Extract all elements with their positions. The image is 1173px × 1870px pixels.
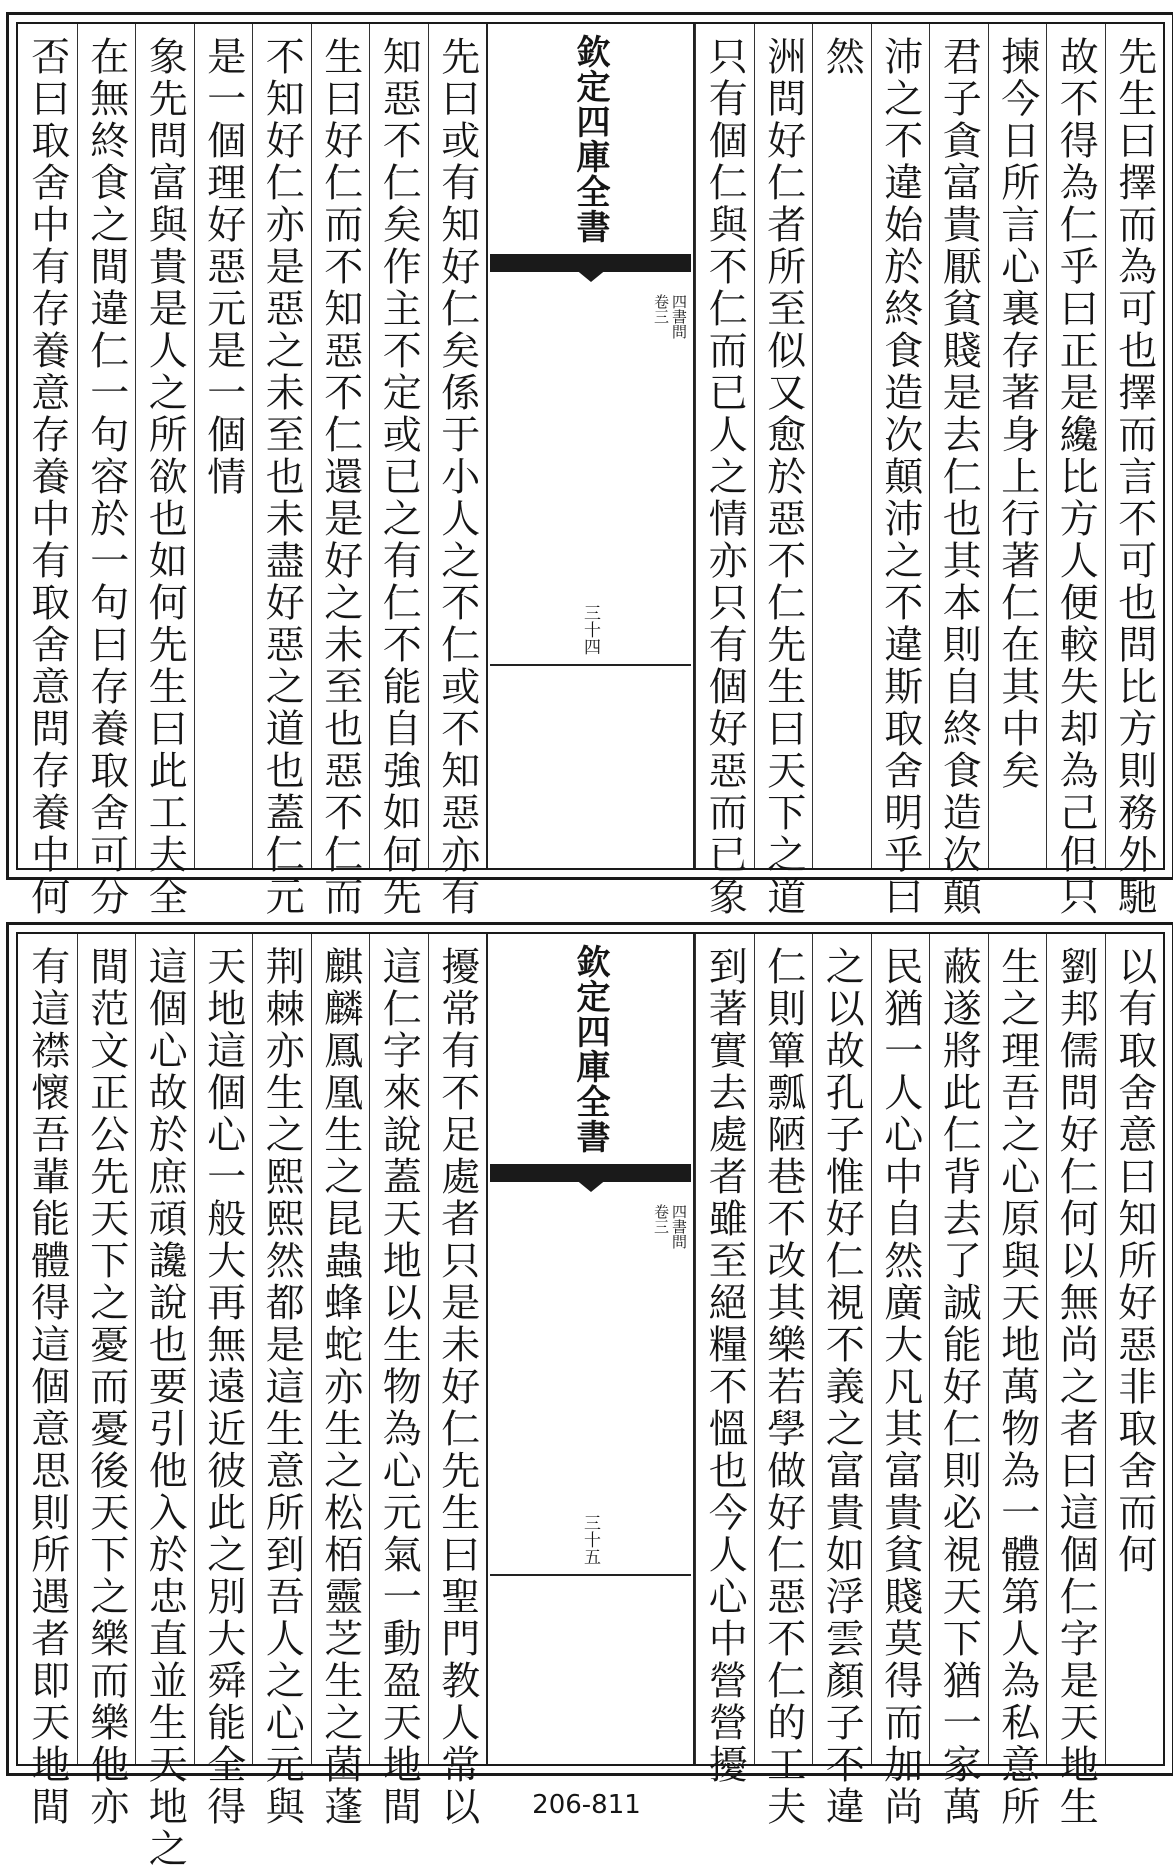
column-text: 麒麟鳳凰生之昆蟲蜂蛇亦生之松栢靈芝生之菌蓬 bbox=[317, 946, 363, 1828]
text-column bbox=[812, 24, 871, 868]
center-gutter bbox=[486, 24, 695, 868]
text-column bbox=[929, 24, 988, 918]
column-text: 象先問富與貴是人之所欲也如何先生曰此工夫全 bbox=[142, 36, 188, 918]
fishtail-ornament bbox=[490, 1164, 691, 1192]
column-text: 仁則簞瓢陋巷不改其樂若學做好仁惡不仁的工夫 bbox=[760, 946, 806, 1828]
text-column bbox=[77, 24, 136, 918]
text-column bbox=[871, 24, 930, 918]
text-column bbox=[369, 24, 428, 918]
column-text: 故不得為仁乎曰正是纔比方人便較失却為己但只 bbox=[1053, 36, 1099, 918]
text-column bbox=[194, 934, 253, 1828]
text-column bbox=[194, 24, 253, 868]
text-column bbox=[1046, 24, 1105, 918]
page-footer-number: 206-811 bbox=[532, 1790, 641, 1820]
text-column bbox=[311, 24, 370, 918]
text-column bbox=[252, 24, 311, 918]
column-text: 荆棘亦生之熙熙然都是這生意所到吾人之心元與 bbox=[259, 946, 305, 1828]
text-column bbox=[77, 934, 136, 1828]
volume-label: 四書問 bbox=[670, 1204, 688, 1249]
column-text: 洲問好仁者所至似又愈於惡不仁先生曰天下之道 bbox=[760, 36, 806, 918]
volume-number: 卷三 bbox=[652, 1204, 670, 1234]
column-text: 不知好仁亦是惡之未至也未盡好惡之道也蓋仁元 bbox=[259, 36, 305, 918]
text-column bbox=[1046, 934, 1105, 1828]
text-column bbox=[871, 934, 930, 1828]
book-title: 欽定四庫全書 bbox=[570, 34, 610, 244]
column-text: 蔽遂將此仁背去了誠能好仁則必視天下猶一家萬 bbox=[936, 946, 982, 1828]
text-column bbox=[929, 934, 988, 1828]
text-column bbox=[428, 24, 487, 918]
column-text: 只有個仁與不仁而已人之情亦只有個好惡而已象 bbox=[702, 36, 748, 918]
column-text: 然 bbox=[819, 36, 865, 78]
center-gutter bbox=[486, 934, 695, 1764]
column-text: 生曰好仁而不知惡不仁還是好之未至也惡不仁而 bbox=[317, 36, 363, 918]
column-text: 是一個理好惡元是一個情 bbox=[200, 36, 246, 498]
column-text: 之以故孔子惟好仁視不義之富貴如浮雲顏子不違 bbox=[819, 946, 865, 1828]
text-column bbox=[754, 24, 813, 918]
gutter-rule bbox=[490, 1574, 691, 1576]
top-page-frame bbox=[16, 22, 1165, 918]
text-column bbox=[695, 934, 754, 1786]
text-column bbox=[988, 24, 1047, 868]
text-column bbox=[695, 24, 754, 918]
page-number: 三十五 bbox=[580, 1514, 600, 1565]
column-text: 先生曰擇而為可也擇而言不可也問比方則務外馳 bbox=[1111, 36, 1157, 918]
column-text: 君子貪富貴厭貧賤是去仁也其本則自終食造次顛 bbox=[936, 36, 982, 918]
column-text: 以有取舍意曰知所好惡非取舍而何 bbox=[1111, 946, 1157, 1576]
text-column bbox=[428, 934, 487, 1828]
column-text: 否曰取舍中有存養意存養中有取舍意問存養中何 bbox=[24, 36, 70, 918]
text-column bbox=[1105, 934, 1164, 1764]
text-column bbox=[812, 934, 871, 1828]
column-text: 揀今日所言心裏存著身上行著仁在其中矣 bbox=[994, 36, 1040, 792]
text-column bbox=[252, 934, 311, 1828]
column-text: 劉邦儒問好仁何以無尚之者曰這個仁字是天地生 bbox=[1053, 946, 1099, 1828]
gutter-rule bbox=[490, 664, 691, 666]
text-column bbox=[18, 934, 77, 1828]
column-text: 這個心故於庶頑讒說也要引他入於忠直並生天地之 bbox=[142, 946, 188, 1870]
column-text: 沛之不違始於終食造次顛沛之不違斯取舍明乎曰 bbox=[877, 36, 923, 918]
volume-number: 卷三 bbox=[652, 294, 670, 324]
column-text: 到著實去處者雖至絕糧不慍也今人心中營營擾 bbox=[702, 946, 748, 1786]
text-column bbox=[988, 934, 1047, 1828]
column-text: 在無終食之間違仁一句容於一句曰存養取舍可分 bbox=[83, 36, 129, 918]
text-column bbox=[135, 24, 194, 918]
volume-label: 四書問 bbox=[670, 294, 688, 339]
book-title: 欽定四庫全書 bbox=[570, 944, 610, 1154]
text-column bbox=[369, 934, 428, 1828]
column-text: 先曰或有知好仁矣係于小人之不仁或不知惡亦有 bbox=[434, 36, 480, 918]
text-column bbox=[18, 24, 77, 918]
fishtail-ornament bbox=[490, 254, 691, 282]
column-text: 天地這個心一般大再無遠近彼此之別大舜能全得 bbox=[200, 946, 246, 1828]
column-text: 這仁字來說蓋天地以生物為心元氣一動盈天地間 bbox=[376, 946, 422, 1828]
top-page bbox=[6, 12, 1173, 918]
page-number: 三十四 bbox=[580, 604, 600, 655]
text-column bbox=[135, 934, 194, 1870]
column-text: 擾常有不足處者只是未好仁先生曰聖門教人常以 bbox=[434, 946, 480, 1828]
text-column bbox=[311, 934, 370, 1828]
column-text: 民猶一人心中自然廣大凡其富貴貧賤莫得而加尚 bbox=[877, 946, 923, 1828]
column-text: 生之理吾之心原與天地萬物為一體第人為私意所 bbox=[994, 946, 1040, 1828]
text-column bbox=[754, 934, 813, 1828]
column-text: 間范文正公先天下之憂而憂後天下之樂而樂他亦 bbox=[83, 946, 129, 1828]
column-text: 有這襟懷吾輩能體得這個意思則所遇者即天地間 bbox=[24, 946, 70, 1828]
column-text: 知惡不仁矣作主不定或已之有仁不能自強如何先 bbox=[376, 36, 422, 918]
text-column bbox=[1105, 24, 1164, 918]
